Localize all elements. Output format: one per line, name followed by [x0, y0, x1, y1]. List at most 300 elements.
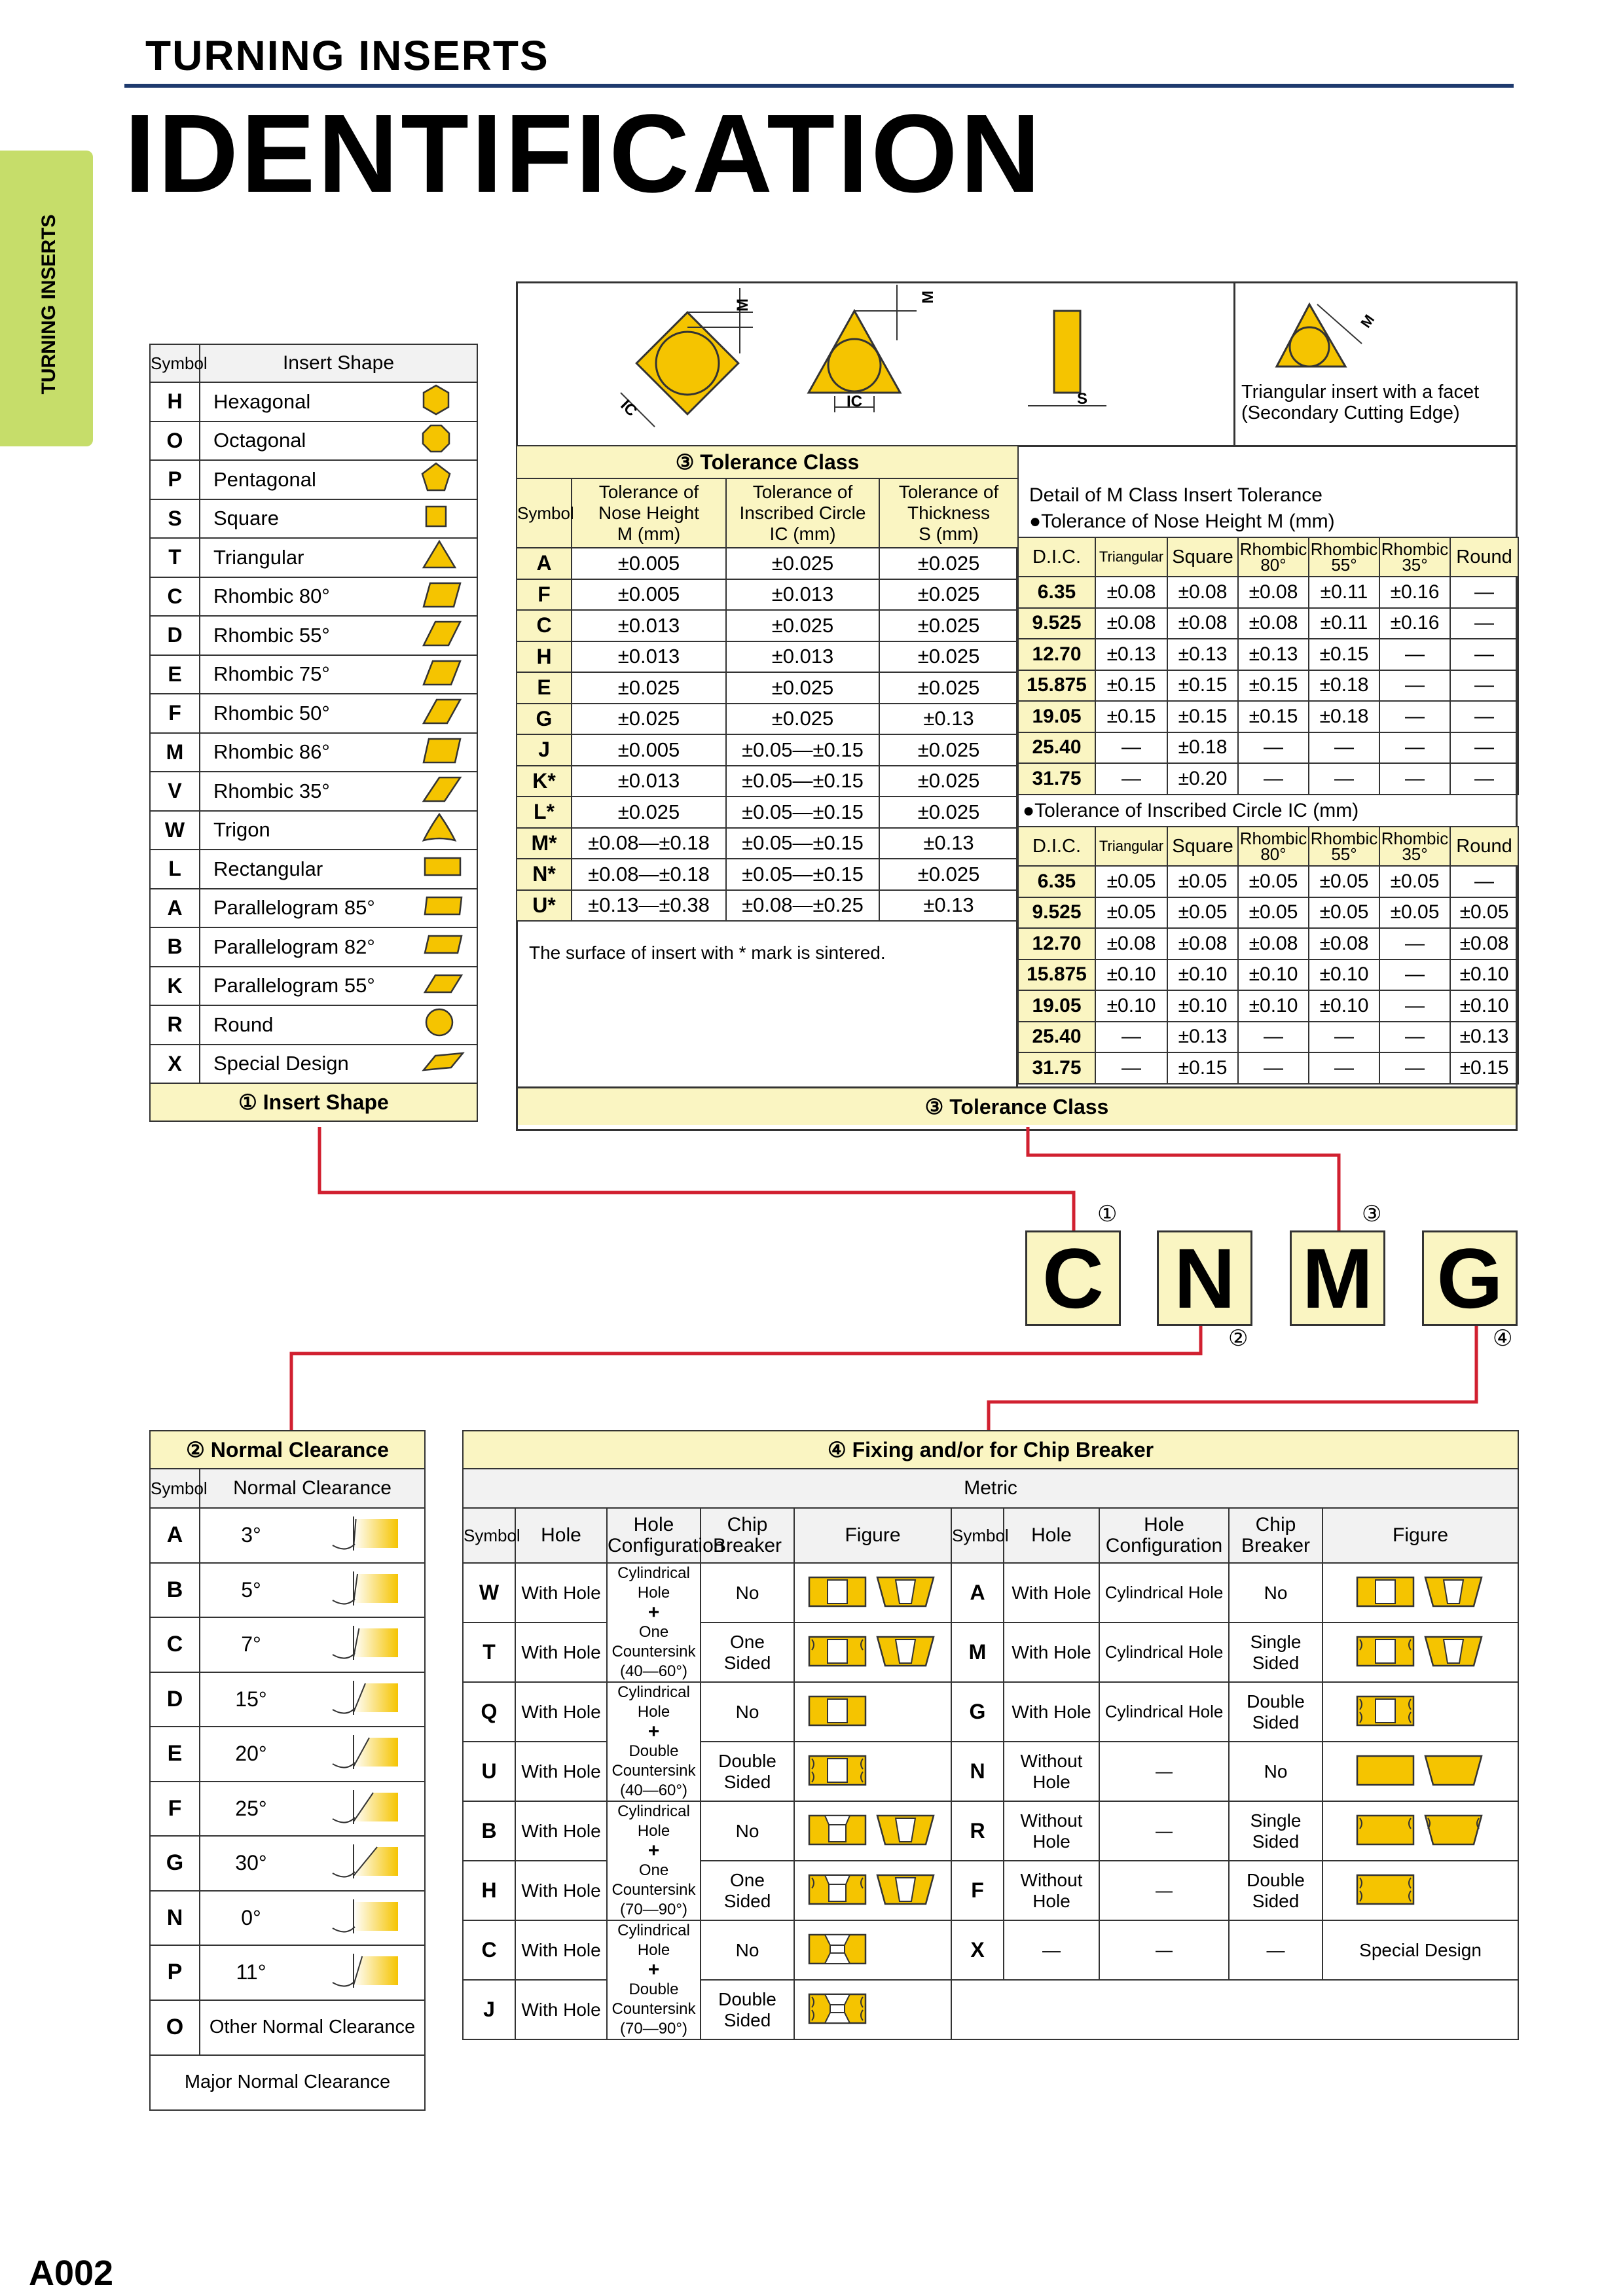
- other-symbol: O: [150, 2000, 200, 2055]
- fixing-symbol: N: [951, 1742, 1004, 1801]
- m-class-value: ±0.10: [1238, 990, 1309, 1022]
- dic-value: 15.875: [1018, 670, 1095, 702]
- fixing-header: Hole: [1004, 1508, 1099, 1563]
- fixing-symbol: W: [463, 1563, 515, 1623]
- m-class-header: D.I.C.: [1018, 827, 1095, 866]
- m-class-value: —: [1095, 1052, 1167, 1084]
- s-label: S: [1077, 390, 1088, 408]
- inscribed-circle-value: ±0.05—±0.15: [726, 734, 879, 766]
- m-class-value: ±0.10: [1238, 960, 1309, 991]
- m-class-value: ±0.08: [1095, 928, 1167, 960]
- hole-type: With Hole: [515, 1861, 607, 1920]
- col-symbol: Symbol: [517, 478, 572, 548]
- tolerance-symbol: L*: [517, 797, 572, 828]
- clearance-angle: 25°: [200, 1782, 302, 1837]
- m-class-value: ±0.20: [1167, 763, 1238, 795]
- shape-name: Rhombic 55°: [200, 616, 409, 655]
- m-class-value: —: [1095, 732, 1167, 764]
- m-class-value: —: [1309, 1022, 1379, 1053]
- hole-type: With Hole: [515, 1920, 607, 1980]
- m-class-value: —: [1450, 639, 1518, 670]
- thickness-value: ±0.025: [879, 579, 1018, 611]
- chip-breaker: Double Sided: [1229, 1861, 1322, 1920]
- fixing-symbol: Q: [463, 1682, 515, 1742]
- m-class-header: Round: [1450, 827, 1518, 866]
- nose-height-value: ±0.08—±0.18: [572, 859, 726, 890]
- dic-value: 25.40: [1018, 1022, 1095, 1053]
- shape-name: Square: [200, 499, 409, 539]
- m-class-value: ±0.05: [1095, 866, 1167, 897]
- insert-figure: [794, 1861, 951, 1920]
- inscribed-circle-value: ±0.013: [726, 579, 879, 611]
- m-class-value: ±0.11: [1309, 608, 1379, 639]
- other-clearance: Other Normal Clearance: [200, 2000, 425, 2055]
- dic-value: 6.35: [1018, 577, 1095, 608]
- m-class-value: ±0.08: [1167, 928, 1238, 960]
- fixing-symbol: R: [951, 1801, 1004, 1861]
- col-insert-shape: Insert Shape: [200, 344, 477, 382]
- hole-type: With Hole: [515, 1623, 607, 1682]
- dic-value: 19.05: [1018, 990, 1095, 1022]
- fixing-header: Chip Breaker: [701, 1508, 794, 1563]
- m-class-value: ±0.05: [1450, 897, 1518, 929]
- clearance-angle-icon: [302, 1672, 425, 1727]
- shape-symbol: F: [150, 694, 200, 733]
- m-class-value: ±0.08: [1238, 608, 1309, 639]
- m-class-value: ±0.15: [1309, 639, 1379, 670]
- thickness-value: ±0.025: [879, 797, 1018, 828]
- m-class-value: —: [1379, 763, 1450, 795]
- dic-value: 31.75: [1018, 763, 1095, 795]
- m-class-value: —: [1450, 608, 1518, 639]
- hole-configuration: [607, 1563, 701, 1682]
- hole-configuration: [607, 1920, 701, 2039]
- shape-symbol: E: [150, 655, 200, 694]
- nose-height-value: ±0.013: [572, 641, 726, 673]
- nose-height-value: ±0.025: [572, 797, 726, 828]
- m-class-value: ±0.08: [1095, 608, 1167, 639]
- dic-value: 31.75: [1018, 1052, 1095, 1084]
- m-class-value: —: [1309, 763, 1379, 795]
- thickness-value: ±0.025: [879, 641, 1018, 673]
- hole-type: With Hole: [515, 1682, 607, 1742]
- m-class-value: ±0.13: [1095, 639, 1167, 670]
- m-class-header: Triangular: [1095, 827, 1167, 866]
- tolerance-symbol: K*: [517, 766, 572, 797]
- inscribed-circle-value: ±0.025: [726, 704, 879, 735]
- inscribed-circle-value: ±0.025: [726, 610, 879, 641]
- fixing-symbol: C: [463, 1920, 515, 1980]
- clearance-angle-icon: [302, 1508, 425, 1563]
- insert-figure: [794, 1801, 951, 1861]
- col-normal-clearance: Normal Clearance: [200, 1469, 425, 1508]
- tolerance-class-footer: ③ Tolerance Class: [518, 1088, 1516, 1125]
- clearance-row: [150, 1672, 425, 1727]
- config-plus: +: [647, 1721, 660, 1742]
- shape-symbol: W: [150, 811, 200, 850]
- major-clearance: Major Normal Clearance: [150, 2055, 425, 2110]
- code-letter-tolerance: M: [1290, 1230, 1385, 1326]
- thickness-value: ±0.025: [879, 734, 1018, 766]
- clearance-angle-icon: [302, 1782, 425, 1837]
- thickness-value: ±0.13: [879, 704, 1018, 735]
- m-class-value: ±0.13: [1238, 639, 1309, 670]
- chip-breaker: One Sided: [701, 1861, 794, 1920]
- m-class-value: —: [1379, 928, 1450, 960]
- nose-height-value: ±0.013: [572, 766, 726, 797]
- shape-name: Rhombic 80°: [200, 577, 409, 617]
- m-class-value: ±0.15: [1095, 701, 1167, 732]
- m-class-value: —: [1379, 990, 1450, 1022]
- clearance-symbol: F: [150, 1782, 200, 1837]
- nose-height-value: ±0.005: [572, 734, 726, 766]
- m-class-value: —: [1095, 763, 1167, 795]
- chip-breaker: Double Sided: [1229, 1682, 1322, 1742]
- hole-type: With Hole: [515, 1742, 607, 1801]
- sintered-note: The surface of insert with * mark is sintered.: [529, 942, 886, 963]
- fixing-table: [462, 1430, 1519, 2040]
- clearance-angle-icon: [302, 1945, 425, 2000]
- fixing-symbol: X: [951, 1920, 1004, 1980]
- m-class-header: Rhombic 80°: [1238, 827, 1309, 866]
- tolerance-symbol: M*: [517, 828, 572, 859]
- fixing-header: Symbol: [951, 1508, 1004, 1563]
- clearance-angle: 0°: [200, 1891, 302, 1946]
- m-class-value: —: [1095, 1022, 1167, 1053]
- hole-configuration: [607, 1801, 701, 1920]
- shape-name: Trigon: [200, 811, 409, 850]
- m-label-triangle: M: [919, 291, 937, 304]
- insert-figure: [794, 1563, 951, 1623]
- shape-name: Special Design: [200, 1045, 409, 1084]
- config-top: Cylindrical Hole: [617, 1922, 690, 1959]
- m-class-header: Rhombic 55°: [1309, 827, 1379, 866]
- m-class-value: —: [1379, 639, 1450, 670]
- m-class-title: Detail of M Class Insert Tolerance: [1029, 484, 1322, 506]
- hole-type: With Hole: [1004, 1623, 1099, 1682]
- shape-symbol: A: [150, 889, 200, 928]
- m-class-value: —: [1450, 701, 1518, 732]
- thickness-value: ±0.13: [879, 890, 1018, 922]
- fixing-header: Hole Configuration: [1099, 1508, 1229, 1563]
- shape-symbol: K: [150, 967, 200, 1006]
- config-top: Cylindrical Hole: [617, 1803, 690, 1840]
- insert-figure: [1322, 1861, 1518, 1920]
- dic-value: 12.70: [1018, 639, 1095, 670]
- m-class-value: ±0.08: [1095, 577, 1167, 608]
- clearance-symbol: B: [150, 1563, 200, 1618]
- fixing-symbol: H: [463, 1861, 515, 1920]
- shape-symbol: R: [150, 1005, 200, 1045]
- shape-name: Rhombic 35°: [200, 772, 409, 811]
- m-class-header: D.I.C.: [1018, 537, 1095, 577]
- marker-3: ③: [1362, 1202, 1382, 1227]
- code-letter-shape: C: [1025, 1230, 1121, 1326]
- chip-breaker: One Sided: [701, 1623, 794, 1682]
- m-class-value: ±0.10: [1167, 960, 1238, 991]
- shape-symbol: D: [150, 616, 200, 655]
- chip-breaker: Double Sided: [701, 1742, 794, 1801]
- m-class-value: ±0.08: [1238, 577, 1309, 608]
- hole-configuration: Cylindrical Hole: [1099, 1623, 1229, 1682]
- clearance-angle: 15°: [200, 1672, 302, 1727]
- shape-symbol: V: [150, 772, 200, 811]
- clearance-row: [150, 1563, 425, 1618]
- hole-type: Without Hole: [1004, 1742, 1099, 1801]
- dic-value: 12.70: [1018, 928, 1095, 960]
- insert-figure: [1322, 1801, 1518, 1861]
- fixing-symbol: J: [463, 1980, 515, 2039]
- chip-breaker: Double Sided: [701, 1980, 794, 2039]
- clearance-symbol: E: [150, 1727, 200, 1782]
- clearance-symbol: A: [150, 1508, 200, 1563]
- tolerance-symbol: H: [517, 641, 572, 673]
- insert-shape-footer: ① Insert Shape: [150, 1083, 477, 1121]
- m-class-value: ±0.08: [1238, 928, 1309, 960]
- hole-configuration: Cylindrical Hole: [1099, 1682, 1229, 1742]
- shape-symbol: X: [150, 1045, 200, 1084]
- thickness-value: ±0.025: [879, 548, 1018, 579]
- insert-figure: [794, 1742, 951, 1801]
- m-class-value: —: [1450, 577, 1518, 608]
- fixing-row: [463, 1920, 1518, 1980]
- m-class-value: ±0.15: [1238, 701, 1309, 732]
- tolerance-symbol: E: [517, 672, 572, 704]
- config-top: Cylindrical Hole: [617, 1683, 690, 1721]
- m-class-value: ±0.13: [1450, 1022, 1518, 1053]
- nose-height-subtitle: ●Tolerance of Nose Height M (mm): [1029, 511, 1335, 532]
- hole-configuration: Cylindrical Hole: [1099, 1563, 1229, 1623]
- m-class-value: ±0.10: [1095, 990, 1167, 1022]
- tolerance-symbol: J: [517, 734, 572, 766]
- fixing-symbol: M: [951, 1623, 1004, 1682]
- shape-name: Rhombic 86°: [200, 733, 409, 772]
- marker-2: ②: [1228, 1326, 1249, 1351]
- dic-value: 15.875: [1018, 960, 1095, 991]
- clearance-symbol: D: [150, 1672, 200, 1727]
- m-class-value: —: [1309, 732, 1379, 764]
- config-bottom: Double Countersink (40—60°): [611, 1742, 696, 1799]
- m-class-header: Rhombic 35°: [1379, 537, 1450, 577]
- hole-type: With Hole: [515, 1980, 607, 2039]
- clearance-row: [150, 1836, 425, 1891]
- col-symbol: Symbol: [150, 1469, 200, 1508]
- thickness-value: ±0.025: [879, 859, 1018, 890]
- m-class-value: —: [1309, 1052, 1379, 1084]
- hole-type: With Hole: [1004, 1682, 1099, 1742]
- insert-figure: [1322, 1742, 1518, 1801]
- insert-figure: [794, 1980, 951, 2039]
- special-design-label: Special Design: [1322, 1920, 1518, 1980]
- clearance-angle: 5°: [200, 1563, 302, 1618]
- dic-value: 25.40: [1018, 732, 1095, 764]
- tolerance-symbol: A: [517, 548, 572, 579]
- chip-breaker: —: [1229, 1920, 1322, 1980]
- insert-figure: [1322, 1682, 1518, 1742]
- metric-label: Metric: [463, 1469, 1518, 1508]
- m-class-value: ±0.05: [1095, 897, 1167, 929]
- shape-name: Parallelogram 85°: [200, 889, 409, 928]
- m-class-header: Square: [1167, 537, 1238, 577]
- nose-height-value: ±0.025: [572, 672, 726, 704]
- m-class-value: —: [1238, 763, 1309, 795]
- clearance-angle: 30°: [200, 1836, 302, 1891]
- fixing-row: [463, 1563, 1518, 1623]
- hole-configuration: —: [1099, 1920, 1229, 1980]
- clearance-angle: 7°: [200, 1617, 302, 1672]
- m-class-value: ±0.05: [1238, 897, 1309, 929]
- clearance-row: [150, 1782, 425, 1837]
- clearance-symbol: C: [150, 1617, 200, 1672]
- col-symbol: Symbol: [150, 344, 200, 382]
- fixing-header: Figure: [1322, 1508, 1518, 1563]
- fixing-symbol: T: [463, 1623, 515, 1682]
- chip-breaker: No: [1229, 1742, 1322, 1801]
- inscribed-circle-value: ±0.025: [726, 672, 879, 704]
- col-nose-height: Tolerance of Nose Height M (mm): [572, 478, 726, 548]
- col-thickness: Tolerance of Thickness S (mm): [879, 478, 1018, 548]
- m-class-value: ±0.05: [1309, 866, 1379, 897]
- clearance-row: [150, 1891, 425, 1946]
- clearance-angle: 11°: [200, 1945, 302, 2000]
- nose-height-value: ±0.005: [572, 548, 726, 579]
- insert-figure: [1322, 1563, 1518, 1623]
- m-class-value: ±0.16: [1379, 608, 1450, 639]
- inscribed-circle-value: ±0.08—±0.25: [726, 890, 879, 922]
- m-class-header: Square: [1167, 827, 1238, 866]
- m-class-value: ±0.15: [1167, 670, 1238, 702]
- clearance-angle: 3°: [200, 1508, 302, 1563]
- chip-breaker: No: [701, 1563, 794, 1623]
- m-class-value: —: [1379, 732, 1450, 764]
- ic-label-square: IC: [617, 396, 641, 420]
- shape-symbol: B: [150, 927, 200, 967]
- dic-value: 9.525: [1018, 897, 1095, 929]
- nose-height-value: ±0.08—±0.18: [572, 828, 726, 859]
- hole-configuration: —: [1099, 1742, 1229, 1801]
- normal-clearance-table: [149, 1430, 426, 2111]
- m-class-value: —: [1450, 670, 1518, 702]
- fixing-header: Symbol: [463, 1508, 515, 1563]
- thickness-value: ±0.13: [879, 828, 1018, 859]
- empty-cell: [951, 1980, 1518, 2039]
- config-plus: +: [647, 1840, 660, 1861]
- shape-symbol: O: [150, 422, 200, 461]
- fixing-symbol: F: [951, 1861, 1004, 1920]
- section-heading: TURNING INSERTS: [145, 32, 549, 79]
- m-class-value: ±0.05: [1238, 866, 1309, 897]
- m-class-value: ±0.10: [1095, 960, 1167, 991]
- normal-clearance-title: ② Normal Clearance: [150, 1431, 425, 1469]
- hole-type: —: [1004, 1920, 1099, 1980]
- ic-subtitle: ●Tolerance of Inscribed Circle IC (mm): [1023, 800, 1359, 821]
- clearance-row: [150, 1508, 425, 1563]
- m-class-value: ±0.13: [1167, 639, 1238, 670]
- thickness-value: ±0.025: [879, 610, 1018, 641]
- shape-symbol: P: [150, 460, 200, 499]
- m-class-value: ±0.10: [1309, 960, 1379, 991]
- marker-1: ①: [1097, 1202, 1118, 1227]
- tolerance-symbol: G: [517, 704, 572, 735]
- nose-height-value: ±0.13—±0.38: [572, 890, 726, 922]
- clearance-row: [150, 1727, 425, 1782]
- m-class-value: ±0.05: [1309, 897, 1379, 929]
- facet-note: Triangular insert with a facet (Secondary Cutting Edge): [1241, 382, 1480, 423]
- marker-4: ④: [1493, 1326, 1513, 1351]
- shape-symbol: M: [150, 733, 200, 772]
- thickness-value: ±0.025: [879, 672, 1018, 704]
- hole-configuration: [607, 1682, 701, 1801]
- config-bottom: Double Countersink (70—90°): [611, 1981, 696, 2037]
- m-class-value: ±0.08: [1167, 577, 1238, 608]
- fixing-header: Hole Configuration: [607, 1508, 701, 1563]
- thickness-value: ±0.025: [879, 766, 1018, 797]
- insert-figure: [1322, 1623, 1518, 1682]
- m-class-value: ±0.15: [1450, 1052, 1518, 1084]
- fixing-header: Figure: [794, 1508, 951, 1563]
- inscribed-circle-value: ±0.05—±0.15: [726, 859, 879, 890]
- tolerance-symbol: F: [517, 579, 572, 611]
- fixing-title: ④ Fixing and/or for Chip Breaker: [463, 1431, 1518, 1469]
- shape-symbol: T: [150, 538, 200, 577]
- shape-symbol: S: [150, 499, 200, 539]
- m-class-value: ±0.18: [1167, 732, 1238, 764]
- code-letter-chipbreaker: G: [1422, 1230, 1518, 1326]
- insert-figure: [794, 1623, 951, 1682]
- fixing-header: Chip Breaker: [1229, 1508, 1322, 1563]
- fixing-header: Hole: [515, 1508, 607, 1563]
- m-class-value: ±0.10: [1167, 990, 1238, 1022]
- inscribed-circle-value: ±0.05—±0.15: [726, 797, 879, 828]
- m-class-header: Triangular: [1095, 537, 1167, 577]
- dic-value: 19.05: [1018, 701, 1095, 732]
- clearance-angle-icon: [302, 1563, 425, 1618]
- m-class-value: ±0.08: [1167, 608, 1238, 639]
- m-class-value: ±0.13: [1167, 1022, 1238, 1053]
- insert-figure: [794, 1682, 951, 1742]
- tolerance-class-title: ③ Tolerance Class: [517, 446, 1018, 478]
- config-plus: +: [647, 1602, 660, 1623]
- config-bottom: One Countersink (40—60°): [611, 1623, 696, 1680]
- m-class-header: Rhombic 35°: [1379, 827, 1450, 866]
- inscribed-circle-value: ±0.025: [726, 548, 879, 579]
- clearance-symbol: N: [150, 1891, 200, 1946]
- hole-type: Without Hole: [1004, 1801, 1099, 1861]
- m-class-value: ±0.05: [1167, 897, 1238, 929]
- fixing-row: [463, 1682, 1518, 1742]
- m-label-square: M: [734, 298, 752, 312]
- dic-value: 6.35: [1018, 866, 1095, 897]
- m-class-value: ±0.10: [1450, 990, 1518, 1022]
- clearance-row: [150, 1617, 425, 1672]
- page-title: IDENTIFICATION: [124, 92, 1044, 216]
- inscribed-circle-value: ±0.05—±0.15: [726, 766, 879, 797]
- shape-name: Pentagonal: [200, 460, 409, 499]
- insert-figure: [794, 1920, 951, 1980]
- shape-name: Rhombic 50°: [200, 694, 409, 733]
- config-plus: +: [647, 1959, 660, 1981]
- clearance-angle: 20°: [200, 1727, 302, 1782]
- config-top: Cylindrical Hole: [617, 1564, 690, 1602]
- fixing-symbol: B: [463, 1801, 515, 1861]
- code-letter-clearance: N: [1157, 1230, 1252, 1326]
- nose-height-value: ±0.025: [572, 704, 726, 735]
- hole-type: With Hole: [1004, 1563, 1099, 1623]
- clearance-row: [150, 1945, 425, 2000]
- shape-symbol: C: [150, 577, 200, 617]
- hole-type: Without Hole: [1004, 1861, 1099, 1920]
- m-class-value: —: [1238, 1052, 1309, 1084]
